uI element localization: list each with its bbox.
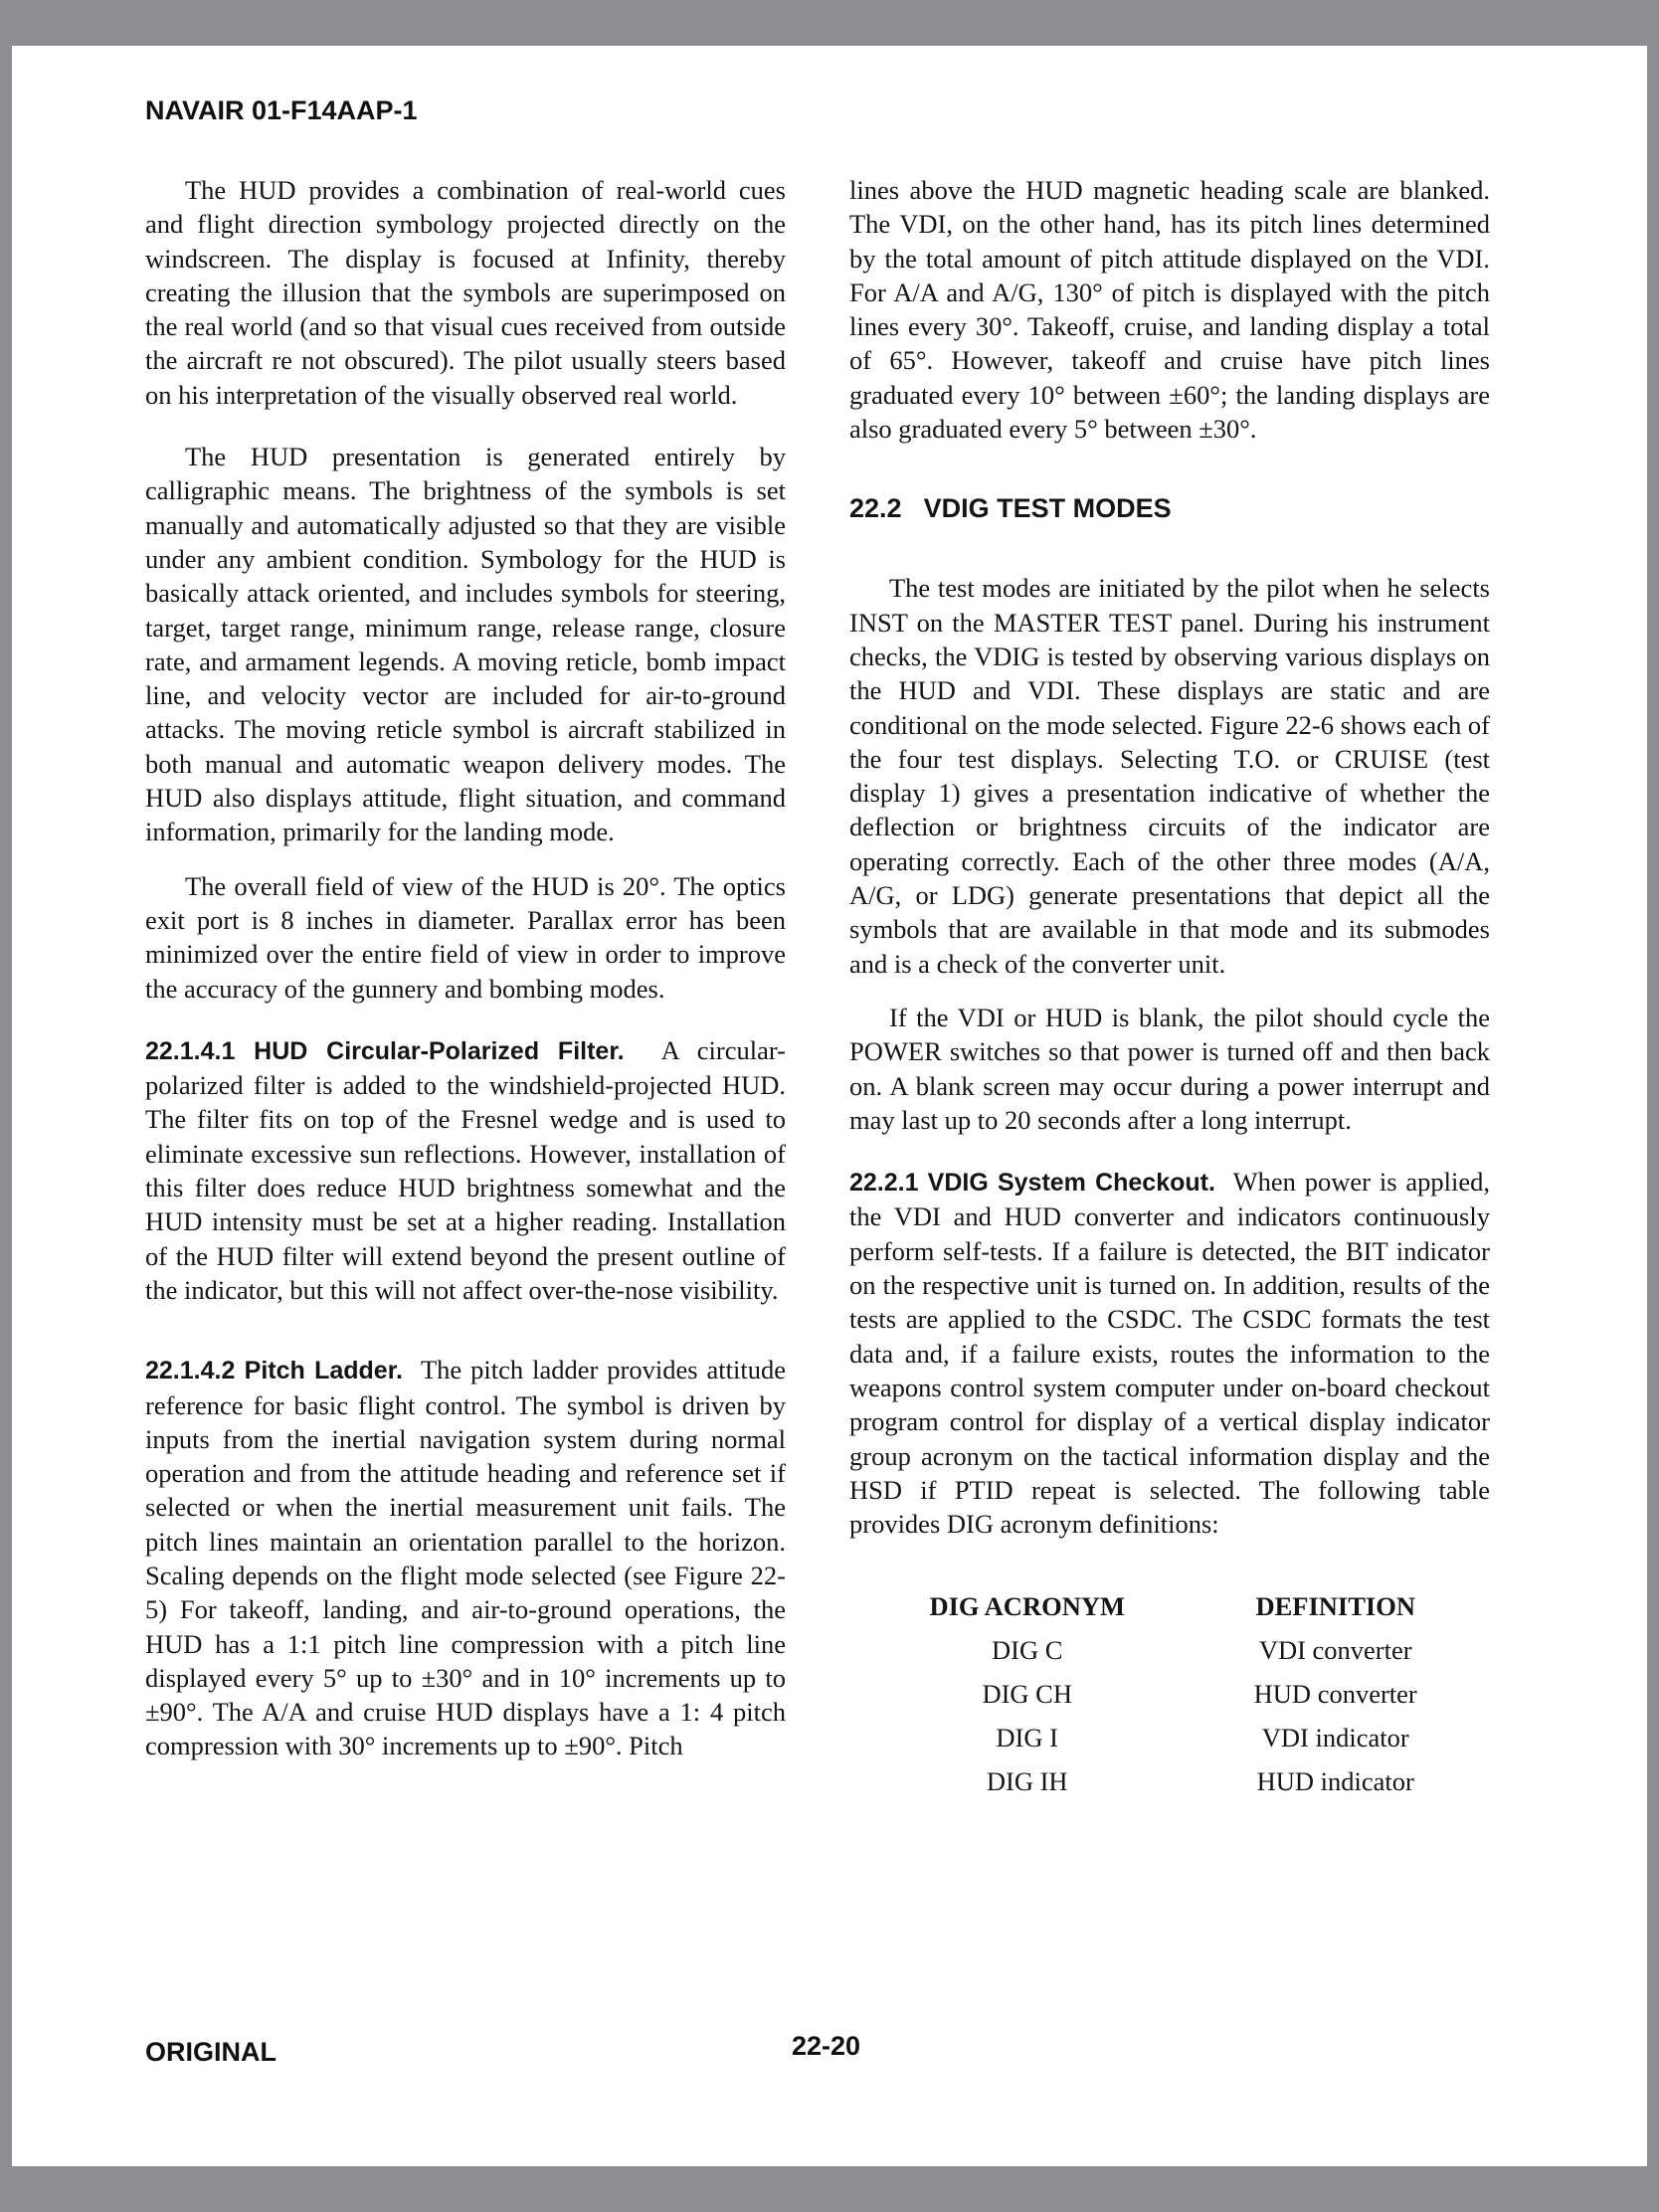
paragraph: lines above the HUD magnetic heading scale are blanked. The VDI, on the other hand, has its pitch lines determined by the total amount of pitch attitude displayed on the VDI. For A/A and A/G, 130° of pitch is displayed with the pitch lines every 30°. Takeoff, cruise, and landing display a total of 65°. However, takeoff and cruise have pitch lines graduated every 10° between ±60°; the landing displays are also graduated every 5° between ±30°. — [849, 175, 1490, 445]
subsection-heading: 22.1.4.1 HUD Circular-Polarized Filter. — [145, 1036, 625, 1065]
subsection-heading: 22.1.4.2 Pitch Ladder. — [145, 1357, 403, 1385]
acronym-cell: DIG C — [992, 1635, 1063, 1666]
definition-cell: HUD indicator — [1256, 1766, 1414, 1797]
acronym-cell: DIG CH — [982, 1679, 1072, 1710]
paragraph: If the VDI or HUD is blank, the pilot should cycle the POWER switches so that power is turned off and then back on. A blank screen may occur during a power interrupt and may last up to 20 seconds after a long interrupt. — [849, 1002, 1490, 1135]
definition-cell: VDI converter — [1258, 1635, 1412, 1666]
left-column — [145, 173, 786, 1763]
footer-original: ORIGINAL — [145, 2037, 276, 2067]
subsection-text: A circular-polarized filter is added to the windshield-projected HUD. The filter fits on top of the Fresnel wedge and is used to eliminate excessive sun reflections. However, installation of this filter does reduce HUD brightness somewhat and the HUD intensity must be set at a higher reading. Installation of the HUD filter will extend beyond the present outline of the indicator, but this will not affect over-the-nose visibility. — [145, 1034, 787, 1305]
column-header: DIG ACRONYM — [929, 1591, 1125, 1622]
table-row — [873, 1628, 1490, 1672]
subsection-22-1-4-2 — [145, 1353, 786, 1763]
page-number: 22-20 — [792, 2031, 861, 2061]
section-number: 22.2 — [849, 493, 902, 524]
right-column — [849, 173, 1490, 1803]
dig-acronym-table — [873, 1584, 1490, 1803]
table-row — [873, 1716, 1490, 1759]
section-title — [849, 491, 1490, 525]
table-header-row — [873, 1584, 1490, 1628]
definition-cell: VDI indicator — [1261, 1723, 1409, 1753]
section-title-text: VDIG TEST MODES — [923, 493, 1172, 524]
column-header: DEFINITION — [1255, 1591, 1415, 1622]
subsection-22-1-4-1 — [145, 1033, 786, 1307]
paragraph: The HUD provides a combination of real-world cues and flight direction symbology projected directly on the windscreen. The display is focused at Infinity, thereby creating the illusion that the symbols are superimposed on the real world (and so that visual cues received from outside the aircraft re not obscured). The pilot usually steers based on his interpretation of the visually observed real world. — [145, 175, 786, 410]
acronym-cell: DIG I — [996, 1723, 1058, 1753]
subsection-heading: 22.2.1 VDIG System Checkout. — [849, 1169, 1215, 1198]
paragraph: The overall field of view of the HUD is 20°. The optics exit port is 8 inches in diameter. Parallax error has been minimized over the entire field of view in order to improve the accuracy of the gunnery and bombing modes. — [145, 870, 786, 1004]
subsection-text: The pitch ladder provides attitude reference for basic flight control. The symbol is driven by inputs from the inertial navigation system during normal operation and from the attitude heading and reference set if selected or when the inertial measurement unit fails. The pitch lines maintain an orientation parallel to the horizon. Scaling depends on the flight mode selected (see Figure 22-5) For takeoff, landing, and air-to-ground operations, the HUD has a 1:1 pitch line compression with a pitch line displayed every 5° up to ±30° and in 10° increments up to ±90°. The A/A and cruise HUD displays have a 1: 4 pitch compression with 30° increments up to ±90°. Pitch — [145, 1355, 786, 1761]
document-header: NAVAIR 01-F14AAP-1 — [145, 95, 418, 125]
table-row — [873, 1672, 1490, 1716]
subsection-22-2-1 — [849, 1165, 1490, 1541]
paragraph: The test modes are initiated by the pilot when he selects INST on the MASTER TEST panel. During his instrument checks, the VDIG is tested by observing various displays on the HUD and VDI. These displays are static and are conditional on the mode selected. Figure 22-6 shows each of the four test displays. Selecting T.O. or CRUISE (test display 1) gives a presentation indicative of whether the deflection or brightness circuits of the indicator are operating correctly. Each of the other three modes (A/A, A/G, or LDG) generate presentations that depict all the symbols that are available in that mode and its submodes and is a check of the converter unit. — [849, 573, 1490, 979]
table-row — [873, 1759, 1490, 1803]
definition-cell: HUD converter — [1253, 1679, 1417, 1710]
paragraph: The HUD presentation is generated entirely by calligraphic means. The brightness of the symbols is set manually and automatically adjusted so that they are visible under any ambient condition. Symbology for the HUD is basically attack oriented, and includes symbols for steering, target, target range, minimum range, release range, closure rate, and armament legends. A moving reticle, bomb impact line, and velocity vector are included for air-to-ground attacks. The moving reticle symbol is aircraft stabilized in both manual and automatic weapon delivery modes. The HUD also displays attitude, flight situation, and command information, primarily for the landing mode. — [145, 442, 786, 847]
subsection-text: When power is applied, the VDI and HUD converter and indicators continuously perform self-tests. If a failure is detected, the BIT indicator on the respective unit is turned on. In addition, results of the tests are applied to the CSDC. The CSDC formats the test data and, if a failure exists, routes the information to the weapons control system computer under on-board checkout program control for display of a vertical display indicator group acronym on the tactical information display and the HSD if PTID repeat is selected. The following table provides DIG acronym definitions: — [849, 1167, 1490, 1540]
acronym-cell: DIG IH — [986, 1766, 1068, 1797]
